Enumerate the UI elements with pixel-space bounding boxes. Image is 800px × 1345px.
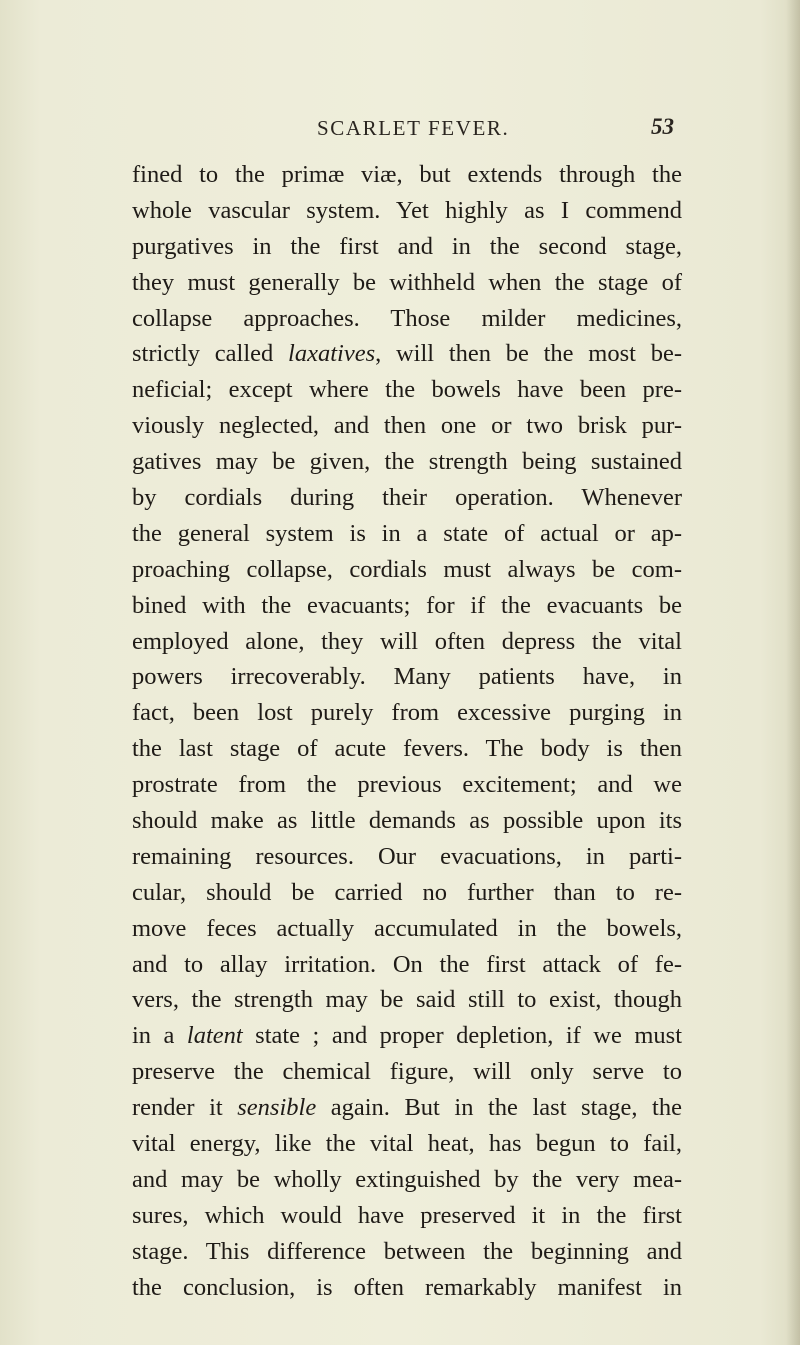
page-number: 53: [651, 114, 674, 139]
page-edge-shadow: [786, 0, 800, 1345]
text-line: vital energy, like the vital heat, has begun to fail,: [132, 1130, 682, 1158]
text-segment: strictly called: [132, 340, 289, 368]
text-segment: render it: [132, 1094, 238, 1122]
text-line: collapse approaches. Those milder medicines,: [132, 304, 682, 332]
text-line: by cordials during their operation. Whenever: [132, 484, 682, 512]
text-line: the conclusion, is often remarkably manifest in: [132, 1273, 682, 1301]
italic-term: latent: [186, 1022, 243, 1050]
text-line: neficial; except where the bowels have been pre-: [132, 376, 682, 404]
text-line: fined to the primæ viæ, but extends through the: [132, 161, 682, 188]
text-line: and to allay irritation. On the first attack of fe-: [132, 950, 682, 978]
text-line: preserve the chemical figure, will only serve to: [132, 1058, 682, 1086]
italic-term: laxatives: [288, 340, 376, 368]
text-line: gatives may be given, the strength being sustained: [132, 448, 682, 476]
text-line: remaining resources. Our evacuations, in parti-: [132, 842, 682, 870]
text-line: cular, should be carried no further than to re-: [132, 878, 682, 906]
text-line: [132, 1090, 682, 1126]
text-line: purgatives in the first and in the second stage,: [132, 232, 682, 260]
body-text: [132, 157, 682, 1306]
text-segment: , will then be the most be-: [375, 340, 682, 368]
text-line: whole vascular system. Yet highly as I commend: [132, 196, 682, 224]
running-head: SCARLET FEVER.: [317, 116, 510, 140]
text-line: fact, been lost purely from excessive purging in: [132, 699, 682, 727]
text-line: employed alone, they will often depress the vital: [132, 627, 682, 655]
text-line: the last stage of acute fevers. The body is then: [132, 735, 682, 763]
text-line: vers, the strength may be said still to exist, though: [132, 986, 682, 1014]
text-line: viously neglected, and then one or two brisk pur-: [132, 412, 682, 440]
text-line: bined with the evacuants; for if the evacuants be: [132, 591, 682, 619]
text-line: [132, 336, 682, 372]
text-line: prostrate from the previous excitement; and we: [132, 771, 682, 799]
text-line: they must generally be withheld when the stage of: [132, 268, 682, 296]
text-segment: state ; and proper depletion, if we must: [242, 1022, 682, 1050]
text-line: powers irrecoverably. Many patients have, in: [132, 663, 682, 691]
text-line: move feces actually accumulated in the bowels,: [132, 914, 682, 942]
text-line: and may be wholly extinguished by the very mea-: [132, 1165, 682, 1193]
text-line: stage. This difference between the beginning and: [132, 1237, 682, 1265]
text-line: proaching collapse, cordials must always be com-: [132, 555, 682, 583]
text-line: the general system is in a state of actual or ap-: [132, 519, 682, 547]
text-line: should make as little demands as possible upon its: [132, 807, 682, 835]
page-header: [0, 116, 800, 146]
text-line: [132, 1018, 682, 1054]
text-line: sures, which would have preserved it in the first: [132, 1201, 682, 1229]
text-segment: in a: [132, 1022, 187, 1050]
text-segment: again. But in the last stage, the: [316, 1094, 682, 1122]
italic-term: sensible: [237, 1094, 317, 1122]
